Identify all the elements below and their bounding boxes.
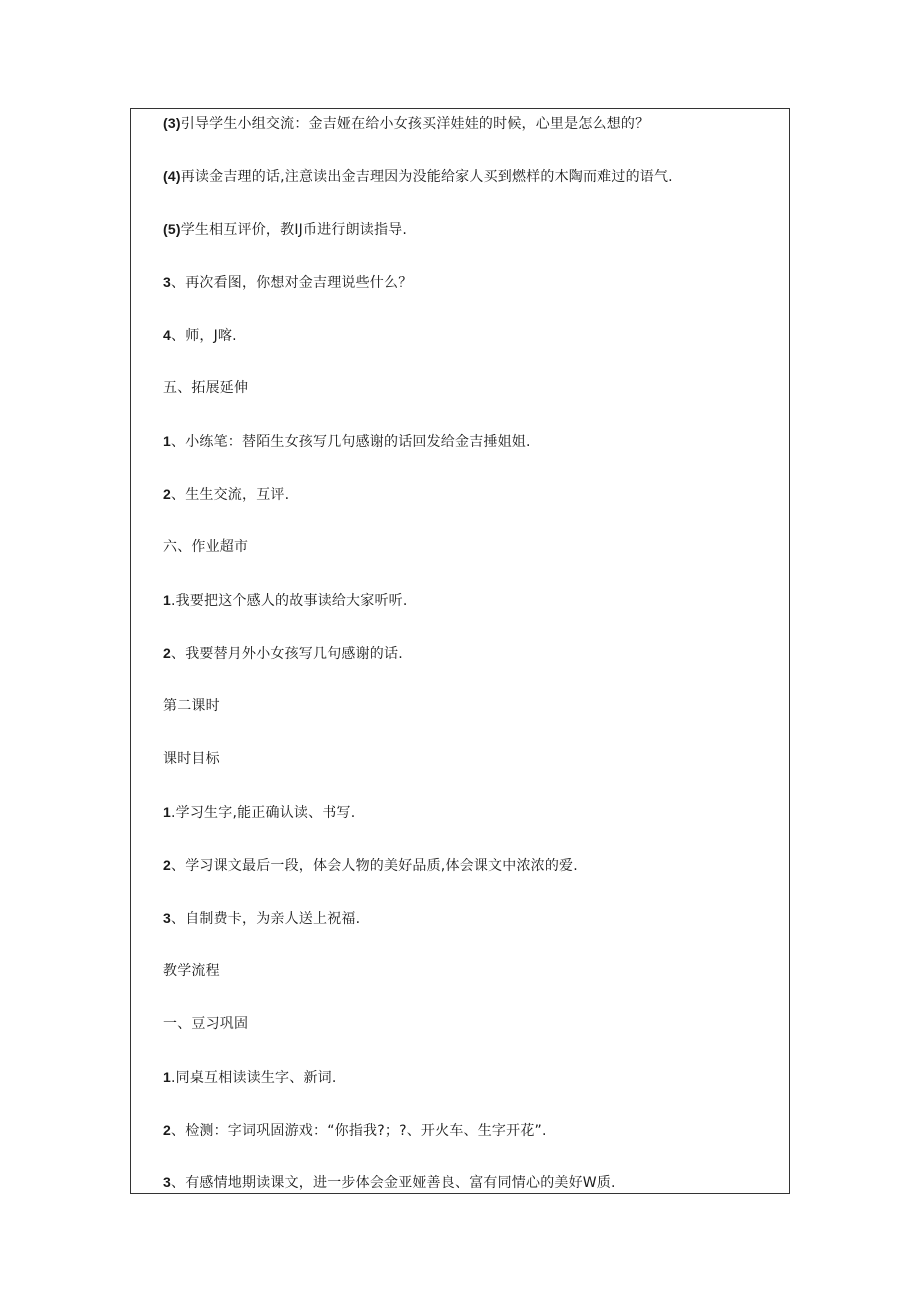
paragraph-item-3 (163, 272, 412, 293)
item-text: .我要把这个感人的故事读给大家听听. (171, 593, 408, 609)
item-text: 、检测：字词巩固游戏：“你指我?；?、开火车、生字开花”. (171, 1123, 547, 1139)
heading-text: 六、作业超市 (163, 539, 249, 555)
item-number: 3 (163, 274, 171, 290)
review-item-3 (163, 1172, 616, 1193)
item-number: 2 (163, 486, 171, 502)
heading-text: 五、拓展延伸 (163, 380, 249, 396)
paragraph-practice-1 (163, 431, 531, 452)
paragraph-practice-2 (163, 484, 289, 505)
objective-1 (163, 802, 355, 823)
item-number: 2 (163, 645, 171, 661)
item-number: (4) (163, 168, 181, 184)
paragraph-step-3 (163, 113, 649, 134)
item-text: 、再次看图，你想对金吉理说些什么？ (171, 275, 413, 291)
item-number: 1 (163, 433, 171, 449)
item-text: 学生相互评价，教IJ币进行朗读指导. (180, 222, 408, 238)
objective-3 (163, 908, 360, 929)
paragraph-item-4 (163, 325, 237, 346)
heading-text: 教学流程 (163, 963, 220, 979)
item-number: (3) (163, 115, 181, 131)
paragraph-step-4 (163, 166, 673, 187)
review-item-1 (163, 1067, 337, 1088)
item-text: .同桌互相读读生字、新词. (171, 1070, 337, 1086)
heading-text: 课时目标 (163, 751, 220, 767)
objective-2 (163, 855, 578, 876)
item-number: (5) (163, 221, 181, 237)
item-number: 2 (163, 857, 171, 873)
heading-text: 一、豆习巩固 (163, 1016, 249, 1032)
item-number: 3 (163, 1174, 171, 1190)
item-number: 1 (163, 592, 171, 608)
section-heading-6 (163, 537, 248, 557)
item-text: 、学习课文最后一段，体会人物的美好品质,体会课文中浓浓的爱. (171, 858, 578, 874)
item-text: 、师，J喀. (171, 328, 237, 344)
item-text: 再读金吉理的话,注意读出金吉理因为没能给家人买到燃样的木陶而难过的语气. (180, 169, 673, 185)
item-number: 3 (163, 910, 171, 926)
objectives-heading (163, 749, 220, 769)
item-number: 4 (163, 327, 171, 343)
item-text: 、生生交流，互评. (171, 487, 290, 503)
paragraph-homework-2 (163, 643, 403, 664)
process-heading (163, 961, 220, 981)
item-text: 、我要替月外小女孩写几句感谢的话. (171, 646, 403, 662)
item-number: 1 (163, 804, 171, 820)
item-number: 2 (163, 1122, 171, 1138)
paragraph-homework-1 (163, 590, 408, 611)
heading-text: 第二课时 (163, 698, 220, 714)
item-text: 、有感情地期读课文，进一步体会金亚娅善良、富有同情心的美好W质. (171, 1175, 616, 1191)
section-heading-5 (163, 378, 248, 398)
item-text: 、自制费卡，为亲人送上祝福. (171, 911, 361, 927)
paragraph-step-5 (163, 219, 407, 240)
item-text: .学习生字,能正确认读、书写. (171, 805, 356, 821)
item-text: 引导学生小组交流：金吉娅在给小女孩买洋娃娃的时候，心里是怎么想的？ (180, 116, 650, 132)
item-number: 1 (163, 1069, 171, 1085)
lesson-heading (163, 696, 220, 716)
review-item-2 (163, 1120, 547, 1141)
item-text: 、小练笔：替陌生女孩写几句感谢的话回发给金吉捶姐姐. (171, 434, 531, 450)
section-heading-1 (163, 1014, 248, 1034)
